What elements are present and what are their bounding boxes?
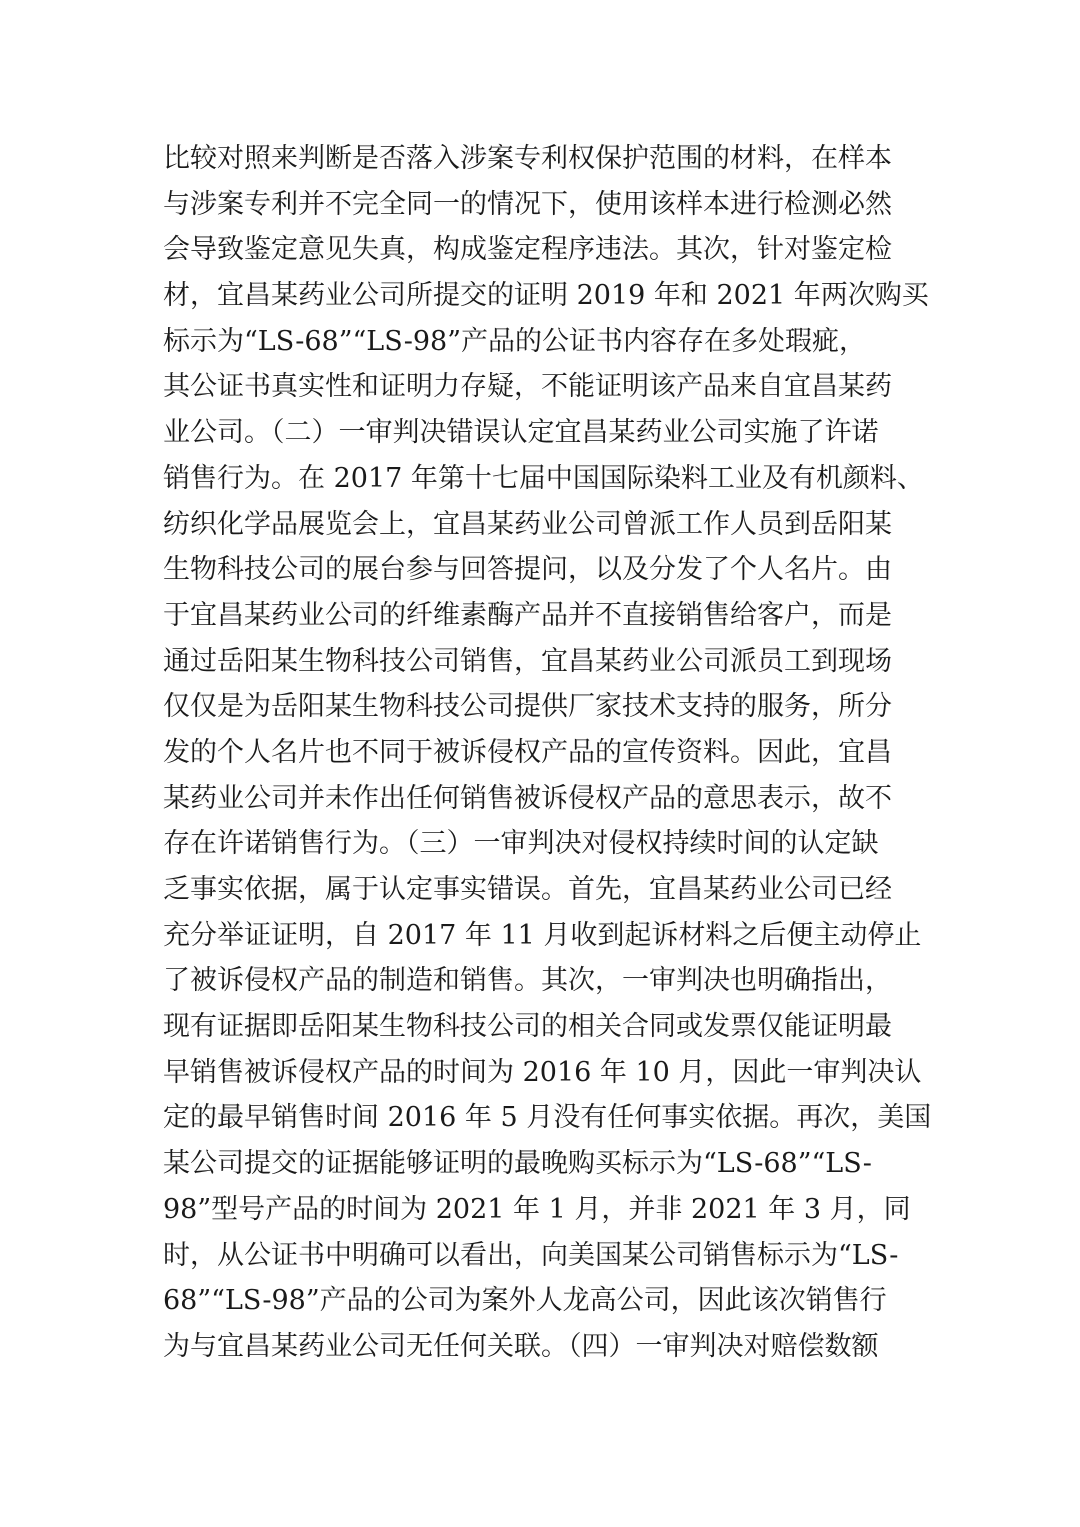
text-line: 业公司。（二）一审判决错误认定宜昌某药业公司实施了许诺 <box>163 417 879 449</box>
text-line: 现有证据即岳阳某生物科技公司的相关合同或发票仅能证明最 <box>163 1011 892 1043</box>
text-line: 存在许诺销售行为。（三）一审判决对侵权持续时间的认定缺 <box>163 828 879 860</box>
text-line: 标示为“LS-68”“LS-98”产品的公证书内容存在多处瑕疵， <box>163 325 867 357</box>
text-line: 比较对照来判断是否落入涉案专利权保护范围的材料，在样本 <box>163 143 892 174</box>
text-line: 为与宜昌某药业公司无任何关联。（四）一审判决对赔偿数额 <box>163 1330 879 1362</box>
text-line: 于宜昌某药业公司的纤维素酶产品并不直接销售给客户，而是 <box>163 599 892 631</box>
text-line: 乏事实依据，属于认定事实错误。首先，宜昌某药业公司已经 <box>163 874 892 905</box>
text-line: 生物科技公司的展台参与回答提问，以及分发了个人名片。由 <box>163 554 892 586</box>
text-line: 充分举证证明，自 2017 年 11 月收到起诉材料之后便主动停止 <box>163 919 922 951</box>
text-line: 发的个人名片也不同于被诉侵权产品的宣传资料。因此，宜昌 <box>163 736 892 768</box>
text-line: 通过岳阳某生物科技公司销售，宜昌某药业公司派员工到现场 <box>163 645 892 677</box>
text-line: 早销售被诉侵权产品的时间为 2016 年 10 月，因此一审判决认 <box>163 1056 922 1088</box>
text-line: 时，从公证书中明确可以看出，向美国某公司销售标示为“LS- <box>163 1239 899 1271</box>
text-line: 纺织化学品展览会上，宜昌某药业公司曾派工作人员到岳阳某 <box>163 508 892 540</box>
text-line: 仅仅是为岳阳某生物科技公司提供厂家技术支持的服务，所分 <box>163 691 892 723</box>
text-line: 了被诉侵权产品的制造和销售。其次，一审判决也明确指出， <box>163 965 892 997</box>
text-line: 98”型号产品的时间为 2021 年 1 月，并非 2021 年 3 月，同 <box>163 1193 911 1225</box>
text-line: 材，宜昌某药业公司所提交的证明 2019 年和 2021 年两次购买 <box>163 280 929 312</box>
text-line: 某药业公司并未作出任何销售被诉侵权产品的意思表示，故不 <box>163 782 892 814</box>
text-line: 会导致鉴定意见失真，构成鉴定程序违法。其次，针对鉴定检 <box>163 234 892 266</box>
text-line: 68”“LS-98”产品的公司为案外人龙高公司，因此该次销售行 <box>163 1285 887 1317</box>
text-line: 与涉案专利并不完全同一的情况下，使用该样本进行检测必然 <box>163 188 892 220</box>
body-paragraph <box>163 136 932 1370</box>
text-line: 某公司提交的证据能够证明的最晚购买标示为“LS-68”“LS- <box>163 1148 872 1180</box>
text-line: 其公证书真实性和证明力存疑，不能证明该产品来自宜昌某药 <box>163 371 892 403</box>
text-line: 定的最早销售时间 2016 年 5 月没有任何事实依据。再次，美国 <box>163 1102 932 1134</box>
text-line: 销售行为。在 2017 年第十七届中国国际染料工业及有机颜料、 <box>163 462 924 494</box>
